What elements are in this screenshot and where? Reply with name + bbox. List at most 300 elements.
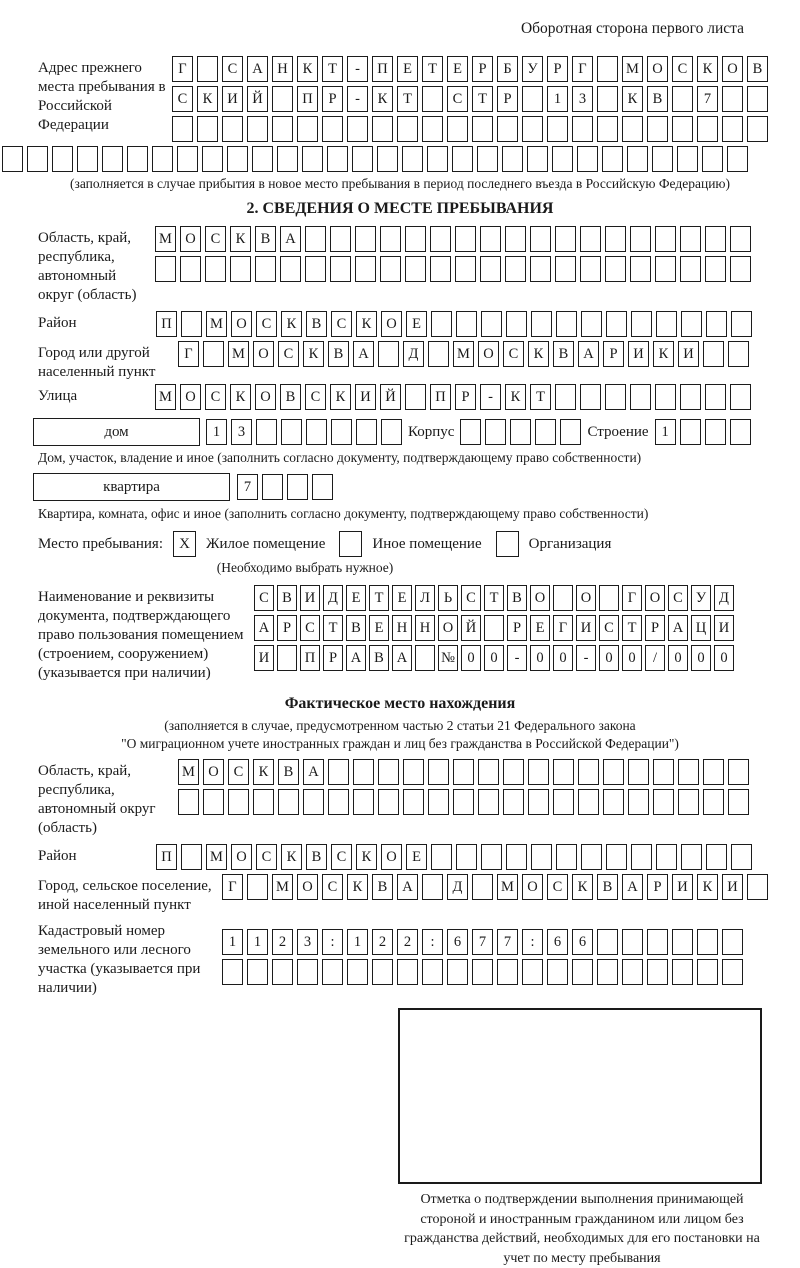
char-cell (327, 146, 348, 172)
char-cell: Е (392, 585, 412, 611)
char-cell (484, 615, 504, 641)
char-cell: В (277, 585, 297, 611)
char-cell (747, 86, 768, 112)
char-cell (727, 146, 748, 172)
char-cell (656, 844, 677, 870)
stay-place-label: Место пребывания: (38, 535, 163, 552)
char-cell (497, 116, 518, 142)
korpus-cells (460, 419, 581, 445)
char-cell: С (254, 585, 274, 611)
char-cell: 7 (497, 929, 518, 955)
char-cell: Р (603, 341, 624, 367)
char-cell: И (254, 645, 274, 671)
char-cell: О (381, 311, 402, 337)
char-cell: 0 (691, 645, 711, 671)
char-cell: О (438, 615, 458, 641)
char-cell: М (155, 226, 176, 252)
confirmation-stamp-box (398, 1008, 762, 1184)
street-row (155, 384, 751, 410)
cadastral-row2 (222, 959, 743, 985)
char-cell (297, 116, 318, 142)
char-cell: Р (455, 384, 476, 410)
char-cell (355, 256, 376, 282)
char-cell: П (430, 384, 451, 410)
char-cell: О (255, 384, 276, 410)
char-cell: 1 (247, 929, 268, 955)
prev-address-row1 (172, 56, 768, 82)
char-cell (555, 384, 576, 410)
char-cell: С (331, 311, 352, 337)
char-cell (528, 789, 549, 815)
actual-city-label: Город, сельское поселение, иной населенный пункт (38, 878, 212, 913)
char-cell: Ц (691, 615, 711, 641)
char-cell: 6 (447, 929, 468, 955)
char-cell (127, 146, 148, 172)
char-cell: Т (369, 585, 389, 611)
char-cell (705, 256, 726, 282)
char-cell: К (505, 384, 526, 410)
char-cell (480, 256, 501, 282)
char-cell (428, 759, 449, 785)
char-cell: 0 (553, 645, 573, 671)
char-cell: К (303, 341, 324, 367)
char-cell: П (372, 56, 393, 82)
char-cell: К (230, 384, 251, 410)
char-cell: В (553, 341, 574, 367)
char-cell (522, 86, 543, 112)
char-cell: О (180, 226, 201, 252)
stay-option-organization-label: Организация (528, 535, 612, 552)
char-cell (672, 929, 693, 955)
char-cell: 1 (547, 86, 568, 112)
char-cell (672, 959, 693, 985)
char-cell (305, 256, 326, 282)
char-cell: В (369, 645, 389, 671)
char-cell (647, 116, 668, 142)
char-cell: Й (461, 615, 481, 641)
char-cell: В (328, 341, 349, 367)
char-cell (372, 116, 393, 142)
char-cell: К (281, 844, 302, 870)
stay-place-note: (Необходимо выбрать нужное) (216, 560, 394, 575)
char-cell: Р (507, 615, 527, 641)
char-cell: С (599, 615, 619, 641)
stay-option-residential-label: Жилое помещение (206, 535, 326, 552)
char-cell (647, 929, 668, 955)
char-cell (422, 874, 443, 900)
char-cell: 1 (206, 419, 227, 445)
char-cell: : (522, 929, 543, 955)
document-row1 (254, 585, 734, 611)
char-cell: - (347, 86, 368, 112)
char-cell: В (372, 874, 393, 900)
char-cell: И (628, 341, 649, 367)
char-cell: М (206, 311, 227, 337)
char-cell (703, 759, 724, 785)
char-cell: - (576, 645, 596, 671)
char-cell: - (480, 384, 501, 410)
char-cell (622, 116, 643, 142)
char-cell (680, 419, 701, 445)
prev-address-row3 (172, 116, 768, 142)
char-cell: О (253, 341, 274, 367)
char-cell (506, 311, 527, 337)
char-cell (403, 759, 424, 785)
char-cell (102, 146, 123, 172)
char-cell: К (528, 341, 549, 367)
char-cell: А (622, 874, 643, 900)
char-cell (602, 146, 623, 172)
char-cell (460, 419, 481, 445)
char-cell (431, 311, 452, 337)
char-cell: В (346, 615, 366, 641)
char-cell: С (222, 56, 243, 82)
char-cell (405, 226, 426, 252)
page-corner-note: Оборотная сторона первого листа (520, 20, 744, 37)
char-cell: С (547, 874, 568, 900)
char-cell (255, 256, 276, 282)
region-label: Область, край, республика, автономный округ (область) (38, 230, 137, 303)
char-cell (547, 116, 568, 142)
char-cell: Е (406, 844, 427, 870)
char-cell (430, 256, 451, 282)
char-cell: Р (497, 86, 518, 112)
actual-district-label: Район (38, 848, 77, 864)
char-cell: В (306, 311, 327, 337)
char-cell: 0 (599, 645, 619, 671)
char-cell (456, 844, 477, 870)
char-cell (722, 116, 743, 142)
char-cell (330, 226, 351, 252)
char-cell (697, 116, 718, 142)
char-cell (705, 419, 726, 445)
char-cell (477, 146, 498, 172)
char-cell: Г (553, 615, 573, 641)
char-cell: Е (369, 615, 389, 641)
prev-address-note: (заполняется в случае прибытия в новое место пребывания в период последнего въезда в Российскую Федерацию) (69, 176, 731, 191)
char-cell: М (272, 874, 293, 900)
char-cell: А (392, 645, 412, 671)
char-cell (631, 311, 652, 337)
actual-region-row1 (178, 759, 749, 785)
char-cell (447, 116, 468, 142)
char-cell (478, 759, 499, 785)
char-cell: А (578, 341, 599, 367)
char-cell: С (305, 384, 326, 410)
char-cell (247, 116, 268, 142)
char-cell: С (228, 759, 249, 785)
char-cell (580, 226, 601, 252)
char-cell (272, 116, 293, 142)
char-cell (322, 116, 343, 142)
char-cell: 6 (547, 929, 568, 955)
char-cell (705, 226, 726, 252)
actual-location-note-line1: (заполняется в случае, предусмотренном частью 2 статьи 21 Федерального закона (164, 718, 636, 733)
char-cell: Р (547, 56, 568, 82)
char-cell (430, 226, 451, 252)
char-cell (697, 959, 718, 985)
char-cell: М (453, 341, 474, 367)
district-row (156, 311, 752, 337)
char-cell: Р (277, 615, 297, 641)
char-cell (678, 759, 699, 785)
char-cell (681, 311, 702, 337)
char-cell (553, 759, 574, 785)
prev-address-row2 (172, 86, 768, 112)
char-cell (681, 844, 702, 870)
char-cell (431, 844, 452, 870)
char-cell (172, 116, 193, 142)
apartment-box-label: квартира (33, 473, 230, 501)
char-cell (427, 146, 448, 172)
char-cell: Г (222, 874, 243, 900)
char-cell (422, 959, 443, 985)
char-cell (605, 226, 626, 252)
char-cell (402, 146, 423, 172)
char-cell: Р (647, 874, 668, 900)
char-cell (453, 759, 474, 785)
char-cell (328, 759, 349, 785)
char-cell (177, 146, 198, 172)
char-cell (697, 929, 718, 955)
char-cell (297, 959, 318, 985)
char-cell (152, 146, 173, 172)
char-cell: 6 (572, 929, 593, 955)
char-cell (277, 146, 298, 172)
char-cell (581, 311, 602, 337)
char-cell (703, 789, 724, 815)
char-cell: О (381, 844, 402, 870)
stamp-caption: Отметка о подтверждении выполнения принимающей стороной и иностранным гражданином или лицом без гражданства действий, необходимых для его постановки на учет по месту пребывания (404, 1192, 760, 1266)
char-cell (722, 929, 743, 955)
char-cell: К (372, 86, 393, 112)
char-cell (628, 789, 649, 815)
char-cell: О (645, 585, 665, 611)
char-cell: О (576, 585, 596, 611)
char-cell (597, 929, 618, 955)
char-cell (380, 226, 401, 252)
char-cell: Т (397, 86, 418, 112)
char-cell (405, 384, 426, 410)
apartment-cells (237, 474, 333, 500)
char-cell: Л (415, 585, 435, 611)
house-row (33, 418, 800, 446)
char-cell (77, 146, 98, 172)
char-cell (230, 256, 251, 282)
char-cell: К (356, 844, 377, 870)
char-cell: - (507, 645, 527, 671)
char-cell: С (668, 585, 688, 611)
char-cell (485, 419, 506, 445)
char-cell: Й (247, 86, 268, 112)
char-cell (202, 146, 223, 172)
char-cell (730, 226, 751, 252)
char-cell: О (522, 874, 543, 900)
char-cell (528, 759, 549, 785)
char-cell: А (280, 226, 301, 252)
char-cell: А (247, 56, 268, 82)
char-cell (481, 844, 502, 870)
char-cell: С (672, 56, 693, 82)
char-cell (481, 311, 502, 337)
char-cell (353, 789, 374, 815)
char-cell (556, 844, 577, 870)
char-cell: Е (530, 615, 550, 641)
char-cell (456, 311, 477, 337)
char-cell (653, 759, 674, 785)
char-cell: Т (323, 615, 343, 641)
char-cell: : (422, 929, 443, 955)
char-cell (555, 256, 576, 282)
char-cell: П (156, 311, 177, 337)
char-cell: Т (322, 56, 343, 82)
char-cell: / (645, 645, 665, 671)
char-cell (522, 959, 543, 985)
stay-option-other-label: Иное помещение (372, 535, 482, 552)
char-cell (228, 789, 249, 815)
char-cell (287, 474, 308, 500)
char-cell (222, 959, 243, 985)
char-cell (480, 226, 501, 252)
char-cell (453, 789, 474, 815)
char-cell (652, 146, 673, 172)
char-cell (730, 384, 751, 410)
char-cell (227, 146, 248, 172)
cadastral-label: Кадастровый номер земельного или лесного участка (указывается при наличии) (38, 923, 201, 996)
actual-location-title: Фактическое место нахождения (284, 695, 516, 712)
char-cell: Д (447, 874, 468, 900)
char-cell (603, 789, 624, 815)
char-cell (581, 844, 602, 870)
char-cell (178, 789, 199, 815)
prev-address-block (38, 56, 800, 172)
char-cell (560, 419, 581, 445)
char-cell (155, 256, 176, 282)
char-cell: 2 (372, 929, 393, 955)
char-cell (222, 116, 243, 142)
char-cell (428, 341, 449, 367)
char-cell: О (478, 341, 499, 367)
char-cell (312, 474, 333, 500)
char-cell: Р (322, 86, 343, 112)
char-cell (728, 759, 749, 785)
char-cell: 2 (397, 929, 418, 955)
char-cell (706, 311, 727, 337)
char-cell: У (691, 585, 711, 611)
char-cell: К (330, 384, 351, 410)
char-cell (180, 256, 201, 282)
char-cell (356, 419, 377, 445)
char-cell: Ь (438, 585, 458, 611)
char-cell: А (397, 874, 418, 900)
char-cell: Д (403, 341, 424, 367)
char-cell: Т (530, 384, 551, 410)
char-cell: М (178, 759, 199, 785)
document-row3 (254, 645, 734, 671)
apartment-row (33, 473, 800, 501)
char-cell (580, 256, 601, 282)
char-cell: С (256, 311, 277, 337)
char-cell (706, 844, 727, 870)
char-cell (630, 256, 651, 282)
actual-location-note-line2: "О миграционном учете иностранных граждан и лиц без гражданства в Российской Федерации") (121, 736, 679, 751)
char-cell: К (653, 341, 674, 367)
char-cell (630, 226, 651, 252)
district-label: Район (38, 315, 77, 331)
char-cell: У (522, 56, 543, 82)
char-cell: И (300, 585, 320, 611)
char-cell: И (678, 341, 699, 367)
char-cell: Т (484, 585, 504, 611)
char-cell: С (331, 844, 352, 870)
char-cell (455, 226, 476, 252)
korpus-label: Корпус (408, 424, 455, 440)
stay-option-residential-checkbox: X (173, 531, 196, 557)
char-cell (331, 419, 352, 445)
char-cell: 3 (297, 929, 318, 955)
char-cell (503, 759, 524, 785)
char-cell: 1 (222, 929, 243, 955)
char-cell (502, 146, 523, 172)
char-cell (747, 116, 768, 142)
char-cell: А (668, 615, 688, 641)
char-cell (680, 226, 701, 252)
char-cell (527, 146, 548, 172)
char-cell (605, 384, 626, 410)
char-cell (580, 384, 601, 410)
prev-address-row4 (2, 146, 800, 172)
char-cell (605, 256, 626, 282)
char-cell: О (231, 311, 252, 337)
char-cell (422, 86, 443, 112)
char-cell: И (672, 874, 693, 900)
char-cell (553, 585, 573, 611)
char-cell (181, 844, 202, 870)
char-cell (672, 116, 693, 142)
char-cell: М (497, 874, 518, 900)
char-cell: 0 (668, 645, 688, 671)
char-cell: П (156, 844, 177, 870)
char-cell (531, 844, 552, 870)
char-cell (505, 256, 526, 282)
char-cell (253, 789, 274, 815)
char-cell (555, 226, 576, 252)
char-cell (262, 474, 283, 500)
char-cell: П (297, 86, 318, 112)
char-cell (372, 959, 393, 985)
char-cell: Р (323, 645, 343, 671)
char-cell: Б (497, 56, 518, 82)
char-cell (655, 384, 676, 410)
char-cell: Д (714, 585, 734, 611)
char-cell: О (297, 874, 318, 900)
char-cell: К (622, 86, 643, 112)
document-block (38, 585, 800, 683)
char-cell: М (155, 384, 176, 410)
char-cell: 1 (655, 419, 676, 445)
char-cell (630, 384, 651, 410)
char-cell (597, 86, 618, 112)
char-cell: М (228, 341, 249, 367)
house-note: Дом, участок, владение и иное (заполнить согласно документу, подтверждающему право собственности) (38, 450, 642, 465)
char-cell: В (278, 759, 299, 785)
house-cells (206, 419, 402, 445)
char-cell: № (438, 645, 458, 671)
char-cell (478, 789, 499, 815)
char-cell (497, 959, 518, 985)
house-box-label: дом (33, 418, 200, 446)
char-cell (280, 256, 301, 282)
